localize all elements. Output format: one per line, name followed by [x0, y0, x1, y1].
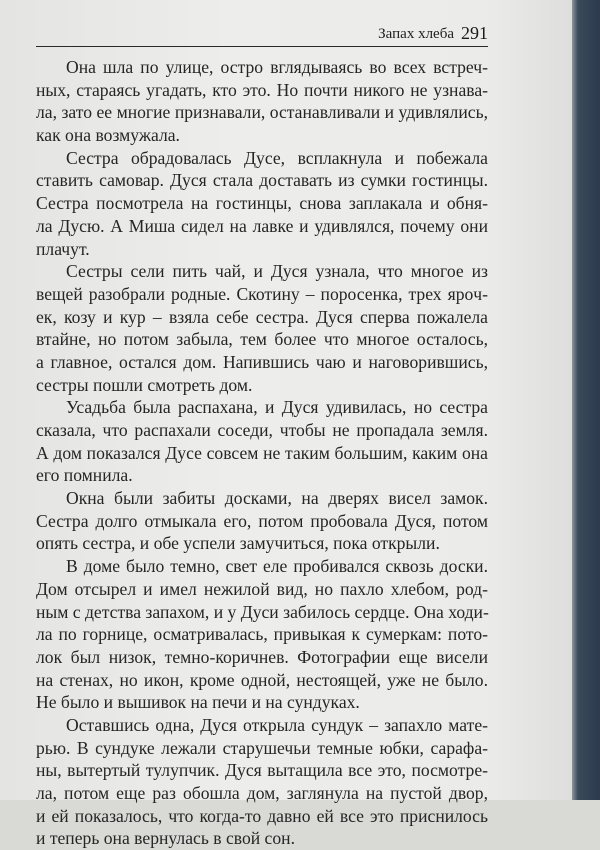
text-line: рью. В сундуке лежали старушечьи темные юбки, сарафа- [36, 737, 488, 758]
page-number: 291 [461, 23, 488, 43]
paragraph [36, 260, 488, 396]
text-line: опять сестра, и обе успели замучиться, пока открыли. [36, 533, 440, 554]
text-line: как она возмужала. [36, 125, 180, 146]
text-line: Сестры сели пить чай, и Дуся узнала, что многое из [66, 261, 488, 282]
text-line: ек, козу и кур – взяла себе сестра. Дуся сперва пожалела [36, 306, 488, 327]
text-line: Усадьба была распахана, и Дуся удивилась, но сестра [66, 397, 488, 418]
paragraph [36, 555, 488, 714]
running-title: Запах хлеба [378, 26, 454, 42]
text-line: а главное, остался дом. Напившись чаю и наговорившись, [36, 351, 488, 372]
paragraph [36, 714, 488, 850]
text-line: Сестра долго отмыкала его, потом пробовала Дуся, потом [36, 510, 488, 531]
text-line: и ей показалось, что когда-то давно ей все это приснилось [36, 805, 488, 826]
text-line: ла, зато ее многие признавали, останавливали и удивлялись, [36, 102, 488, 123]
text-line: Сестра посмотрела на гостинцы, снова заплакала и обня- [36, 193, 488, 214]
paragraph [36, 56, 488, 147]
text-line: В доме было темно, свет еле пробивался сквозь доски. [66, 556, 488, 577]
text-line: вещей разобрали родные. Скотину – поросенка, трех ярoч- [36, 283, 488, 304]
text-line: и теперь она вернулась в свой сон. [36, 828, 295, 849]
paragraph [36, 396, 488, 487]
text-line: ла, потом еще раз обошла дом, заглянула на пустой двор, [36, 783, 488, 803]
body-text [36, 56, 488, 850]
paragraph [36, 147, 488, 260]
text-line: ных, стараясь угадать, кто это. Но почти никого не узнава- [36, 79, 488, 100]
text-line: на стенах, но икон, кроме одной, нестоящей, уже не было. [36, 669, 488, 690]
paragraph [36, 487, 488, 555]
text-line: Она шла по улице, остро вглядываясь во всех встреч- [66, 57, 488, 77]
text-line: лок был низок, темно-коричнев. Фотографии еще висели [36, 646, 488, 667]
text-line: сказала, что распахали соседи, чтобы не пропадала земля. [36, 420, 488, 440]
text-line: ла по горнице, осматривалась, привыкая к сумеркам: пото- [36, 624, 488, 645]
text-line: Окна были забиты досками, на дверях висел замок. [66, 488, 488, 509]
text-line: плачут. [36, 238, 90, 259]
text-line: А дом показался Дусе совсем не таким большим, каким она [36, 442, 488, 463]
text-line: Не было и вышивок на печи и на сундуках. [36, 692, 360, 713]
text-line: втайне, но потом забыла, тем более что многое осталось, [36, 329, 488, 350]
text-line: ставить самовар. Дуся стала доставать из сумки гостинцы. [36, 170, 488, 191]
text-line: его помнила. [36, 465, 133, 486]
page-header [36, 20, 488, 47]
text-line: ла Дусю. А Миша сидел на лавке и удивлялся, почему они [36, 215, 488, 236]
text-line: Оставшись одна, Дуся открыла сундук – запахло мате- [66, 714, 488, 735]
text-line: Дом отсырел и имел нежилой вид, но пахло хлебом, род- [36, 578, 488, 599]
text-line: сестры пошли смотреть дом. [36, 374, 253, 395]
text-line: Сестра обрадовалась Дусе, всплакнула и побежала [66, 147, 488, 168]
text-line: ны, вытертый тулупчик. Дуся вытащила все это, посмотре- [36, 760, 488, 781]
text-line: ным с детства запахом, и у Дуси забилось сердце. Она ходи- [36, 601, 489, 622]
